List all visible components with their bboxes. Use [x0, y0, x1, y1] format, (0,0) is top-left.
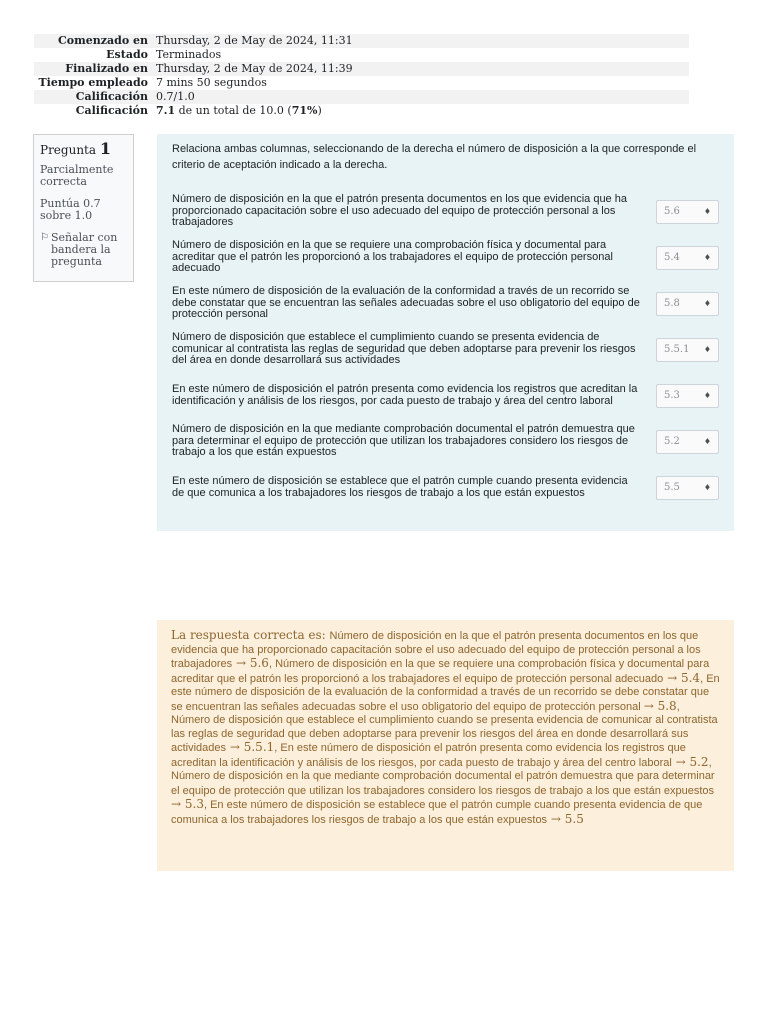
- summary-value: [152, 104, 689, 118]
- select-arrows-icon: ♦: [703, 345, 711, 354]
- feedback-separator: ,: [268, 658, 276, 670]
- feedback-separator: ,: [700, 672, 707, 685]
- arrow-right-icon: →: [671, 754, 690, 769]
- feedback-item-text: En este número de disposición se establece que el patrón cumple cuando presenta evidencia de que comunica a los trabajadores los riesgos de trabajo a los que están expuestos: [171, 799, 703, 826]
- answer-select-value: 5.5.1: [664, 344, 690, 355]
- feedback-parts: [171, 630, 720, 826]
- match-row: [172, 467, 719, 508]
- summary-label: Estado: [106, 48, 148, 61]
- grade-close: ): [317, 104, 322, 117]
- answer-select[interactable]: [656, 292, 719, 316]
- summary-value: 0.7/1.0: [156, 90, 195, 103]
- summary-value: Thursday, 2 de May de 2024, 11:39: [156, 62, 353, 75]
- answer-select-value: 5.8: [664, 298, 680, 309]
- select-arrows-icon: ♦: [703, 207, 711, 216]
- feedback-item-answer: 5.4: [680, 670, 701, 685]
- feedback-lead: La respuesta correcta es:: [171, 628, 330, 642]
- select-arrows-icon: ♦: [703, 437, 711, 446]
- summary-row-finished: [34, 62, 689, 76]
- grade-value: 7.1: [156, 104, 176, 117]
- match-rows: [172, 191, 719, 508]
- feedback-item-text: Número de disposición en la que mediante comprobación documental el patrón demuestra que para determinar el equipo de protección que utilizan los trabajadores considero los riesgos de trabajo a los que están expuestos: [171, 770, 715, 797]
- answer-select[interactable]: [656, 338, 719, 362]
- match-row-label: En este número de disposición se establece que el patrón cumple cuando presenta evidencia de que comunica a los trabajadores los riesgos de trabajo a los que están expuestos: [172, 474, 628, 499]
- question-number-value: 1: [99, 139, 111, 158]
- arrow-right-icon: →: [643, 698, 658, 713]
- arrow-right-icon: →: [226, 740, 244, 754]
- feedback-item-answer: 5.6: [249, 656, 269, 670]
- answer-select-value: 5.5: [664, 482, 680, 493]
- summary-label: Calificación: [75, 104, 148, 117]
- arrow-right-icon: →: [663, 670, 681, 685]
- arrow-right-icon: →: [547, 811, 565, 826]
- question-text: Relaciona ambas columnas, seleccionando de la derecha el número de disposición a la que corresponde el criterio de aceptación indicado a la derecha.: [172, 143, 697, 171]
- match-row-label: En este número de disposición de la evaluación de la conformidad a través de un recorrido se debe constatar que se encuentran las señales adecuadas sobre el uso obligatorio del equipo de protección personal: [172, 284, 640, 321]
- summary-row-grade: [34, 104, 689, 118]
- match-row-label: Número de disposición en la que mediante comprobación documental el patrón demuestra que para determinar el equipo de protección que utilizan los trabajadores considero los riesgos de trabajo a los que están expuestos: [172, 422, 635, 459]
- match-row-label: Número de disposición en la que el patrón presenta documentos en los que evidencia que ha proporcionado capacitación sobre el uso adecuado del equipo de protección personal a los trabajadores: [172, 192, 627, 229]
- match-row: [172, 375, 719, 416]
- question-number: [40, 139, 127, 158]
- summary-row-state: [34, 48, 689, 62]
- summary-row-marks: [34, 90, 689, 104]
- feedback-separator: ,: [274, 742, 281, 754]
- grade-percent: 71%: [291, 104, 318, 117]
- answer-select-value: 5.4: [664, 252, 680, 263]
- feedback-item-answer: 5.3: [184, 797, 204, 811]
- feedback-item-text: Número de disposición en la que se requiere una comprobación física y documental para acreditar que el patrón les proporcionó a los trabajadores el equipo de protección personal adecuado: [171, 658, 710, 685]
- grade-total: de un total de 10.0 (: [175, 104, 292, 117]
- feedback-item-text: Número de disposición en la que el patrón presenta documentos en los que evidencia que ha proporcionado capacitación sobre el uso adecuado del equipo de protección personal a los trabajadores: [171, 630, 701, 670]
- summary-value: Terminados: [156, 48, 222, 61]
- feedback-separator: ,: [676, 700, 680, 713]
- feedback-item-text: En este número de disposición de la evaluación de la conformidad a través de un recorrido se debe constatar que se encuentran las señales adecuadas sobre el uso obligatorio del equipo de protección personal: [171, 672, 720, 713]
- feedback-item-answer: 5.2: [689, 754, 709, 769]
- question-prefix: Pregunta: [40, 143, 97, 157]
- summary-label: Tiempo empleado: [38, 76, 148, 89]
- match-row: [172, 191, 719, 232]
- question-grade: Puntúa 0.7 sobre 1.0: [40, 197, 101, 222]
- arrow-right-icon: →: [171, 797, 185, 811]
- answer-select-value: 5.6: [664, 206, 680, 217]
- select-arrows-icon: ♦: [703, 299, 711, 308]
- answer-select-value: 5.2: [664, 436, 680, 447]
- match-row: [172, 237, 719, 278]
- question-formulation: [157, 134, 734, 531]
- answer-select[interactable]: [656, 246, 719, 270]
- answer-select[interactable]: [656, 200, 719, 224]
- answer-select[interactable]: [656, 430, 719, 454]
- feedback-item-answer: 5.8: [657, 698, 677, 713]
- feedback-separator: ,: [708, 756, 712, 769]
- answer-select[interactable]: [656, 476, 719, 500]
- flag-icon: ⚐: [40, 232, 49, 243]
- correct-answer-feedback: [157, 620, 734, 871]
- summary-value: 7 mins 50 segundos: [156, 76, 267, 89]
- question-info-panel: [33, 134, 134, 282]
- attempt-summary-table: [34, 34, 689, 118]
- flag-question-link[interactable]: [40, 232, 127, 268]
- match-row: [172, 283, 719, 324]
- match-row: [172, 421, 719, 462]
- select-arrows-icon: ♦: [703, 391, 711, 400]
- question-state: Parcialmente correcta: [40, 163, 114, 188]
- summary-value: Thursday, 2 de May de 2024, 11:31: [156, 34, 353, 47]
- match-row-label: Número de disposición que establece el cumplimiento cuando se presenta evidencia de comunicar al contratista las reglas de seguridad que deben adoptarse para prevenir los riesgos del área en donde desarrollará sus actividades: [172, 330, 636, 367]
- summary-row-time-taken: [34, 76, 689, 90]
- summary-label: Finalizado en: [65, 62, 148, 75]
- flag-label: Señalar con bandera la pregunta: [50, 231, 118, 268]
- match-row-label: En este número de disposición el patrón presenta como evidencia los registros que acreditan la identificación y análisis de los riesgos, por cada puesto de trabajo y área del centro laboral: [172, 382, 638, 407]
- feedback-item-answer: 5.5.1: [243, 740, 275, 754]
- feedback-item-text: En este número de disposición el patrón presenta como evidencia los registros que acreditan la identificación y análisis de los riesgos, por cada puesto de trabajo y área del centro laboral: [171, 742, 686, 769]
- feedback-separator: ,: [203, 799, 211, 811]
- answer-select[interactable]: [656, 384, 719, 408]
- answer-select-value: 5.3: [664, 390, 680, 401]
- summary-label: Comenzado en: [58, 34, 148, 47]
- feedback-item-answer: 5.5: [564, 811, 584, 826]
- match-row-label: Número de disposición en la que se requiere una comprobación física y documental para acreditar que el patrón les proporcionó a los trabajadores el equipo de protección personal adecuado: [172, 238, 613, 275]
- summary-row-started: [34, 34, 689, 48]
- select-arrows-icon: ♦: [703, 483, 711, 492]
- feedback-item-text: Número de disposición que establece el cumplimiento cuando se presenta evidencia de comunicar al contratista las reglas de seguridad que deben adoptarse para prevenir los riesgos del área en donde desarrollará sus actividades: [171, 714, 718, 754]
- select-arrows-icon: ♦: [703, 253, 711, 262]
- summary-label: Calificación: [75, 90, 148, 103]
- match-row: [172, 329, 719, 370]
- arrow-right-icon: →: [232, 656, 250, 670]
